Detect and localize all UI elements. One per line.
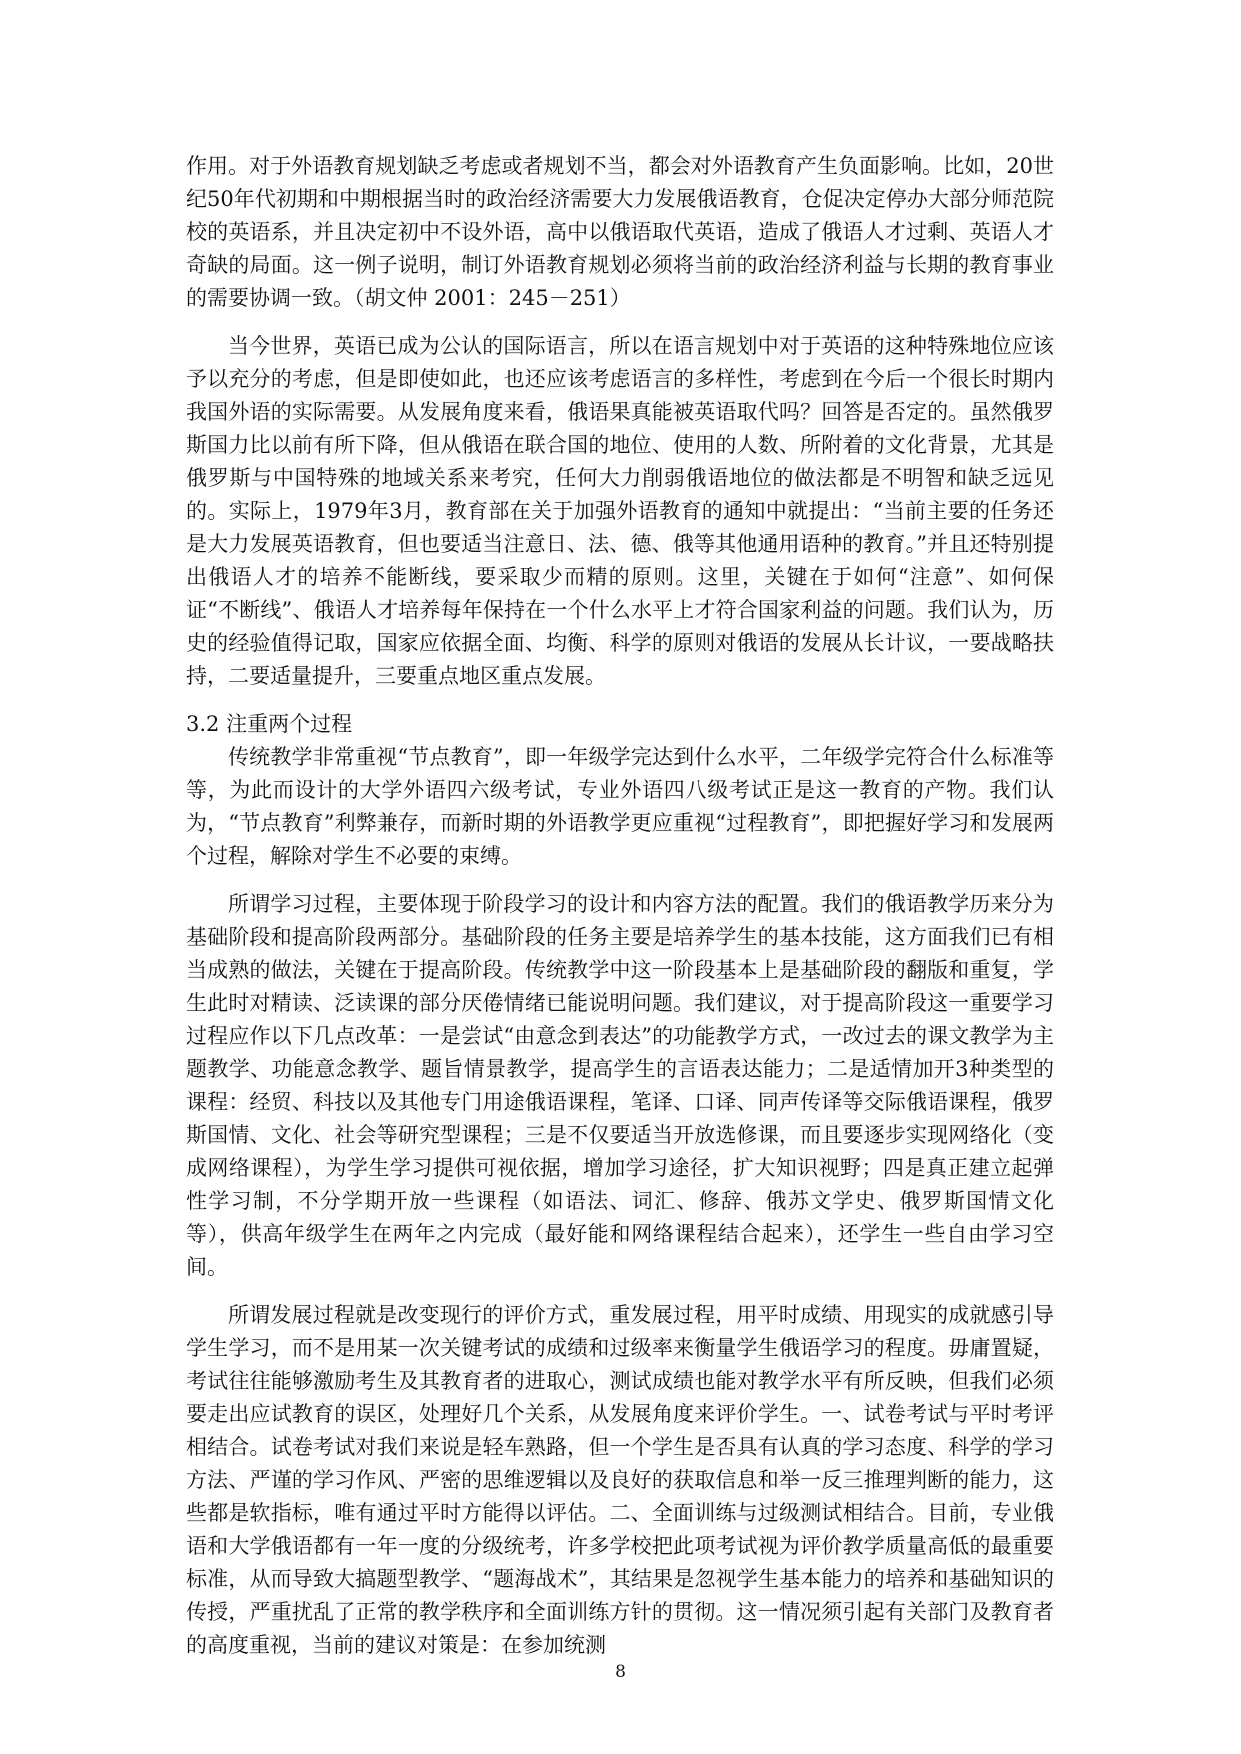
paragraph-development-process: 所谓发展过程就是改变现行的评价方式，重发展过程，用平时成绩、用现实的成就感引导学生学习，而不是用某一次关键考试的成绩和过级率来衡量学生俄语学习的程度。毋庸置疑，考试往往能够激励考生及其教育者的进取心，测试成绩也能对教学水平有所反映，但我们必须要走出应试教育的误区，处理好几个关系，从发展角度来评价学生。一、试卷考试与平时考评相结合。试卷考试对我们来说是轻车熟路，但一个学生是否具有认真的学习态度、科学的学习方法、严谨的学习作风、严密的思维逻辑以及良好的获取信息和举一反三推理判断的能力，这些都是软指标，唯有通过平时方能得以评估。二、全面训练与过级测试相结合。目前，专业俄语和大学俄语都有一年一度的分级统考，许多学校把此项考试视为评价教学质量高低的最重要标准，从而导致大搞题型教学、“题海战术”，其结果是忽视学生基本能力的培养和基础知识的传授，严重扰乱了正常的教学秩序和全面训练方针的贯彻。这一情况须引起有关部门及教育者的高度重视，当前的建议对策是：在参加统测 (186, 1303, 1054, 1657)
section-heading: 3.2 注重两个过程 (186, 712, 353, 736)
page-number: 8 (615, 1662, 626, 1682)
document-page (186, 150, 1054, 1677)
paragraph-english-russian: 当今世界，英语已成为公认的国际语言，所以在语言规划中对于英语的这种特殊地位应该予以充分的考虑，但是即使如此，也还应该考虑语言的多样性，考虑到在今后一个很长时期内我国外语的实际需要。从发展角度来看，俄语果真能被英语取代吗？回答是否定的。虽然俄罗斯国力比以前有所下降，但从俄语在联合国的地位、使用的人数、所附着的文化背景，尤其是俄罗斯与中国特殊的地域关系来考究，任何大力削弱俄语地位的做法都是不明智和缺乏远见的。实际上，1979年3月，教育部在关于加强外语教育的通知中就提出：“当前主要的任务还是大力发展英语教育，但也要适当注意日、法、德、俄等其他通用语种的教育。”并且还特别提出俄语人才的培养不能断线，要采取少而精的原则。这里，关键在于如何“注意”、如何保证“不断线”、俄语人才培养每年保持在一个什么水平上才符合国家利益的问题。我们认为，历史的经验值得记取，国家应依据全面、均衡、科学的原则对俄语的发展从长计议，一要战略扶持，二要适量提升，三要重点地区重点发展。 (186, 334, 1054, 688)
paragraph-learning-process: 所谓学习过程，主要体现于阶段学习的设计和内容方法的配置。我们的俄语教学历来分为基础阶段和提高阶段两部分。基础阶段的任务主要是培养学生的基本技能，这方面我们已有相当成熟的做法，关键在于提高阶段。传统教学中这一阶段基本上是基础阶段的翻版和重复，学生此时对精读、泛读课的部分厌倦情绪已能说明问题。我们建议，对于提高阶段这一重要学习过程应作以下几点改革：一是尝试“由意念到表达”的功能教学方式，一改过去的课文教学为主题教学、功能意念教学、题旨情景教学，提高学生的言语表达能力；二是适情加开3种类型的课程：经贸、科技以及其他专门用途俄语课程，笔译、口译、同声传译等交际俄语课程，俄罗斯国情、文化、社会等研究型课程；三是不仅要适当开放选修课，而且要逐步实现网络化（变成网络课程），为学生学习提供可视依据，增加学习途径，扩大知识视野；四是真正建立起弹性学习制，不分学期开放一些课程（如语法、词汇、修辞、俄苏文学史、俄罗斯国情文化等），供高年级学生在两年之内完成（最好能和网络课程结合起来），还学生一些自由学习空间。 (186, 892, 1054, 1279)
paragraph-node-education: 传统教学非常重视“节点教育”，即一年级学完达到什么水平，二年级学完符合什么标准等等，为此而设计的大学外语四六级考试，专业外语四八级考试正是这一教育的产物。我们认为，“节点教育”利弊兼存，而新时期的外语教学更应重视“过程教育”，即把握好学习和发展两个过程，解除对学生不必要的束缚。 (186, 745, 1054, 868)
paragraph-planning: 作用。对于外语教育规划缺乏考虑或者规划不当，都会对外语教育产生负面影响。比如，20世纪50年代初期和中期根据当时的政治经济需要大力发展俄语教育，仓促决定停办大部分师范院校的英语系，并且决定初中不设外语，高中以俄语取代英语，造成了俄语人才过剩、英语人才奇缺的局面。这一例子说明，制订外语教育规划必须将当前的政治经济利益与长期的教育事业的需要协调一致。（胡文仲 2001：245－251） (186, 154, 1054, 310)
